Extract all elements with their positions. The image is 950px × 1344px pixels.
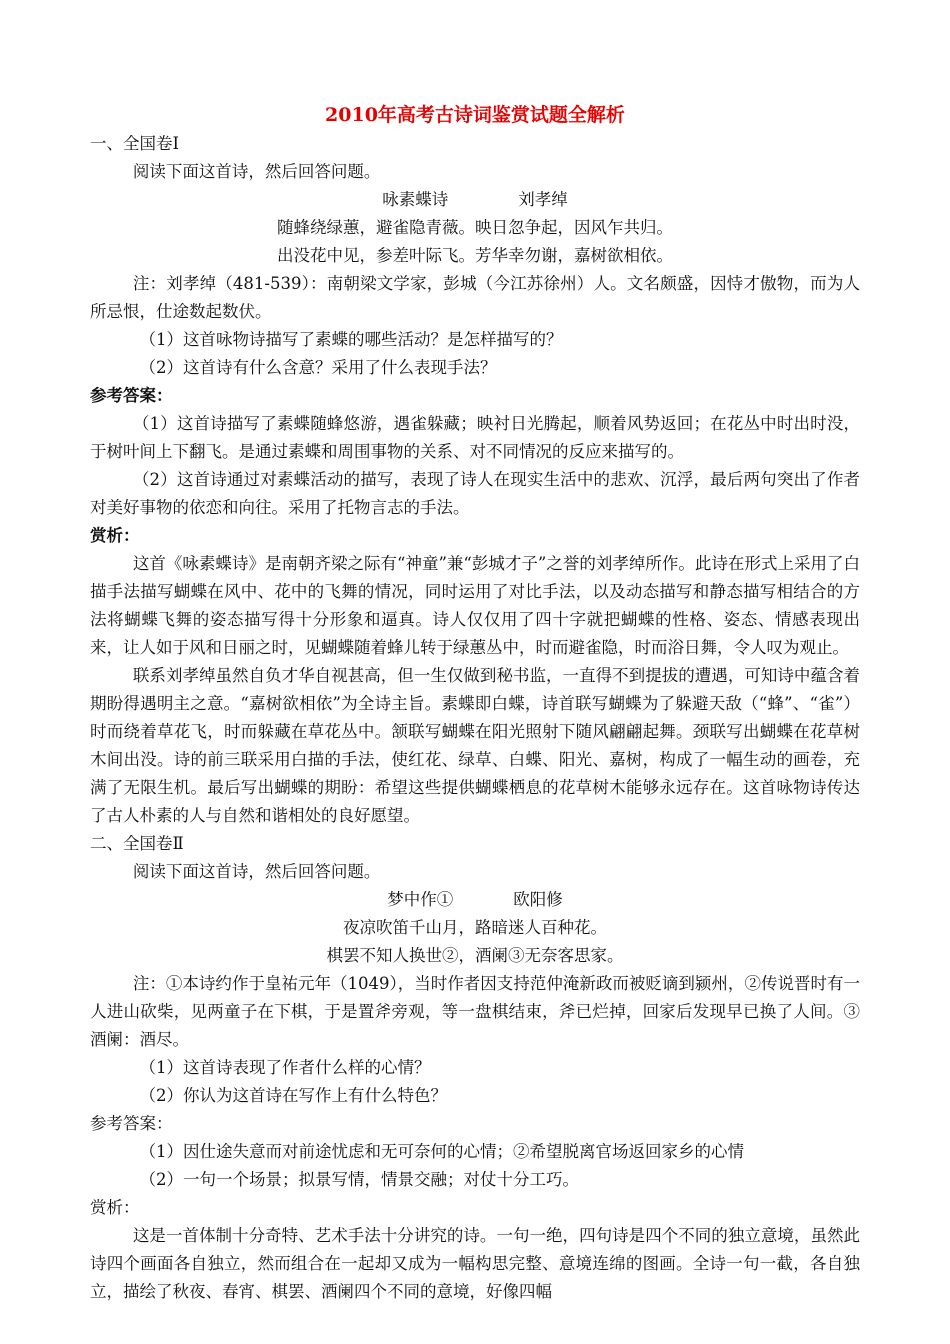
poem-author: 欧阳修 <box>513 890 563 909</box>
question: （2）这首诗有什么含意？采用了什么表现手法？ <box>139 358 497 377</box>
poem-header <box>90 886 860 914</box>
poem-note: 注：刘孝绰（481-539）：南朝梁文学家，彭城（今江苏徐州）人。文名颇盛，因恃才傲物，而为人所忌恨，仕途数起数伏。 <box>90 274 860 321</box>
answer: （2）这首诗通过对素蝶活动的描写，表现了诗人在现实生活中的悲欢、沉浮，最后两句突出了作者对美好事物的依恋和向往。采用了托物言志的手法。 <box>90 470 860 517</box>
answer-heading: 参考答案： <box>90 386 173 405</box>
poem-line: 棋罢不知人换世②，酒阑③无奈客思家。 <box>326 946 624 965</box>
poem-title: 梦中作① <box>387 890 454 909</box>
section-national-paper-2 <box>90 830 860 1306</box>
answer: （1）因仕途失意而对前途忧虑和无可奈何的心情；②希望脱离官场返回家乡的心情 <box>139 1142 744 1161</box>
poem-line: 出没花中见，参差叶际飞。芳华幸勿谢，嘉树欲相依。 <box>277 246 673 265</box>
poem-line: 随蜂绕绿蕙，避雀隐青薇。映日忽争起，因风乍共归。 <box>277 218 673 237</box>
poem-title: 咏素蝶诗 <box>382 190 449 209</box>
section-heading: 二、全国卷Ⅱ <box>90 834 184 853</box>
poem-line: 夜凉吹笛千山月，路暗迷人百种花。 <box>343 918 607 937</box>
question: （1）这首诗表现了作者什么样的心情？ <box>139 1058 431 1077</box>
instruction: 阅读下面这首诗，然后回答问题。 <box>132 862 381 881</box>
analysis-paragraph: 联系刘孝绰虽然自负才华自视甚高，但一生仅做到秘书监，一直得不到提拔的遭遇，可知诗中蕴含着期盼得遇明主之意。“嘉树欲相依”为全诗主旨。素蝶即白蝶，诗首联写蝴蝶为了躲避天敌（“蜂”、“雀”）时而绕着草花飞，时而躲藏在草花丛中。颔联写蝴蝶在阳光照射下随风翩翩起舞。颈联写出蝴蝶在花草树木间出没。诗的前三联采用白描的手法，使红花、绿草、白蝶、阳光、嘉树，构成了一幅生动的画卷，充满了无限生机。最后写出蝴蝶的期盼：希望这些提供蝴蝶栖息的花草树木能够永远存在。这首咏物诗传达了古人朴素的人与自然和谐相处的良好愿望。 <box>90 666 860 825</box>
poem-author: 刘孝绰 <box>518 190 568 209</box>
analysis-paragraph: 这是一首体制十分奇特、艺术手法十分讲究的诗。一句一绝，四句诗是四个不同的独立意境，虽然此诗四个画面各自独立，然而组合在一起却又成为一幅构思完整、意境连绵的图画。全诗一句一截，各自独立，描绘了秋夜、春宵、棋罢、酒阑四个不同的意境，好像四幅 <box>90 1226 860 1301</box>
poem-header <box>90 186 860 214</box>
answer: （2）一句一个场景；拟景写情，情景交融；对仗十分工巧。 <box>139 1170 579 1189</box>
answer: （1）这首诗描写了素蝶随蜂悠游，遇雀躲藏；映衬日光腾起，顺着风势返回；在花丛中时出时没，于树叶间上下翻飞。是通过素蝶和周围事物的关系、对不同情况的反应来描写的。 <box>90 414 860 461</box>
section-national-paper-1 <box>90 130 860 830</box>
analysis-heading: 赏析： <box>90 1198 140 1217</box>
document-title: 2010年高考古诗词鉴赏试题全解析 <box>325 104 625 126</box>
question: （1）这首咏物诗描写了素蝶的哪些活动？是怎样描写的？ <box>139 330 563 349</box>
instruction: 阅读下面这首诗，然后回答问题。 <box>132 162 381 181</box>
poem-note: 注：①本诗约作于皇祐元年（1049），当时作者因支持范仲淹新政而被贬谪到颍州，②传说晋时有一人进山砍柴，见两童子在下棋，于是置斧旁观，等一盘棋结束，斧已烂掉，回家后发现早已换了人间。③酒阑：酒尽。 <box>90 974 860 1049</box>
question: （2）你认为这首诗在写作上有什么特色？ <box>139 1086 447 1105</box>
analysis-heading: 赏析： <box>90 526 140 545</box>
section-heading: 一、全国卷Ⅰ <box>90 134 180 153</box>
answer-heading: 参考答案： <box>90 1114 173 1133</box>
analysis-paragraph: 这首《咏素蝶诗》是南朝齐梁之际有“神童”兼“彭城才子”之誉的刘孝绰所作。此诗在形式上采用了白描手法描写蝴蝶在风中、花中的飞舞的情况，同时运用了对比手法，以及动态描写和静态描写相结合的方法将蝴蝶飞舞的姿态描写得十分形象和逼真。诗人仅仅用了四十字就把蝴蝶的性格、姿态、情感表现出来，让人如于风和日丽之时，见蝴蝶随着蜂儿转于绿蕙丛中，时而避雀隐，时而浴日舞，令人叹为观止。 <box>90 554 860 657</box>
